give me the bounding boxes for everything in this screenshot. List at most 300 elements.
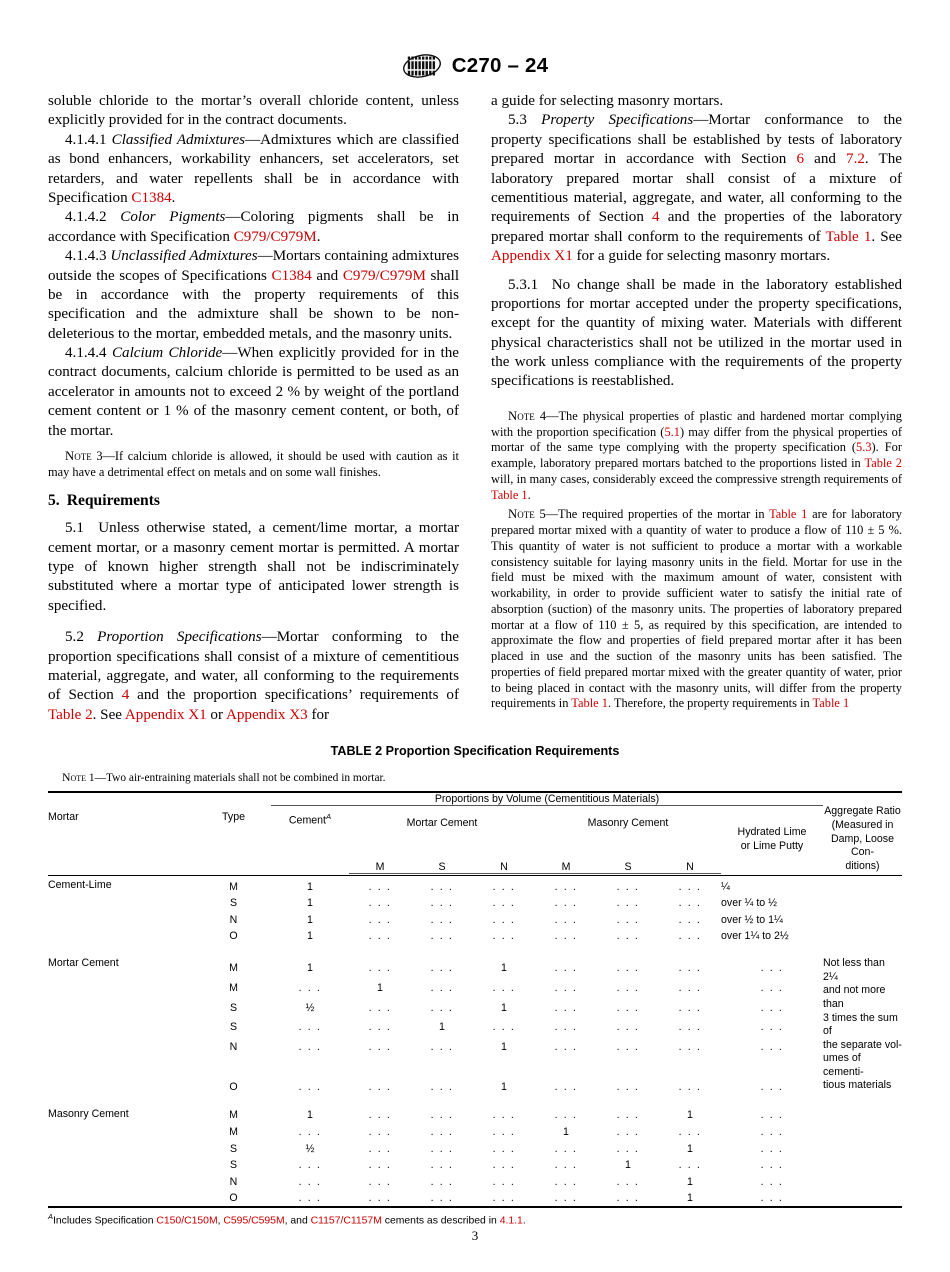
cell-mortar-cement-s: . . . — [430, 1001, 454, 1014]
clause-number: 4.1.4.3 — [65, 248, 107, 265]
link-table-1[interactable]: Table 1 — [825, 228, 872, 245]
cell-masonry-cement-n — [659, 1053, 721, 1073]
cell-mortar-cement-n: . . . — [492, 930, 516, 943]
note-label: Note — [508, 408, 535, 423]
row-type: O — [229, 930, 238, 943]
table-note-1 — [62, 770, 902, 786]
note-5 — [491, 506, 902, 712]
cell-hydrated-lime: over ½ to 1¼ — [721, 913, 783, 926]
link-section-4[interactable]: 4 — [121, 687, 130, 704]
row-type: N — [229, 1175, 238, 1188]
header-aggregate-line1: Aggregate Ratio — [824, 805, 901, 818]
row-type: S — [229, 897, 238, 910]
link-appendix-x1[interactable]: Appendix X1 — [124, 706, 207, 723]
link-table-1[interactable]: Table 1 — [812, 696, 850, 711]
header-hydrated-lime-line1: Hydrated Lime — [737, 826, 807, 839]
table-row — [48, 876, 902, 893]
paragraph-4-1-4-3 — [48, 247, 459, 344]
cell-cement: . . . — [298, 1126, 322, 1139]
link-c150-c150m[interactable]: C150/C150M — [156, 1215, 218, 1227]
footnote-marker-a: A — [326, 811, 332, 821]
cell-masonry-cement-s: . . . — [616, 913, 640, 926]
row-type: O — [229, 1080, 238, 1093]
cell-mortar-cement-m: . . . — [368, 1041, 392, 1054]
cell-cement: ½ — [305, 1142, 315, 1155]
cell-masonry-cement-n: . . . — [678, 1080, 702, 1093]
clause-title: Color Pigments — [120, 209, 226, 226]
header-aggregate-line2: (Measured in — [831, 818, 894, 831]
link-c1384[interactable]: C1384 — [271, 267, 312, 284]
aggregate-note-line: 3 times the sum of — [823, 1011, 898, 1038]
cell-mortar-cement-n: . . . — [492, 981, 516, 994]
row-type: M — [229, 962, 238, 975]
link-c1157-c1157m[interactable]: C1157/C1157M — [310, 1215, 382, 1227]
clause-body: and the proportion specifications’ requirements of — [129, 687, 459, 704]
section-number: 5. — [48, 491, 60, 509]
footnote-text-end: . — [522, 1215, 526, 1227]
row-type: M — [229, 1109, 238, 1122]
clause-body: No change shall be made in the laboratory established proportions for mortar accepted under the property specifications, except for the quantity of mixing water. Materials with different physical characteristics shall not be utilized in the mortar used in the work unless compliance with the requirements of the property specifications is reestablished. — [491, 276, 903, 390]
cell-cement: 1 — [307, 962, 313, 975]
cell-mortar-cement-n: . . . — [492, 1109, 516, 1122]
table-bottom-rule — [48, 1204, 902, 1207]
cell-masonry-cement-s: . . . — [616, 1109, 640, 1122]
cell-hydrated-lime — [721, 1053, 823, 1073]
cell-mortar-cement-n: . . . — [492, 1159, 516, 1172]
cell-hydrated-lime: . . . — [760, 1126, 784, 1139]
link-table-1[interactable]: Table 1 — [491, 487, 528, 502]
row-type: O — [229, 1192, 238, 1205]
section-title: Requirements — [66, 491, 160, 509]
cell-masonry-cement-n: . . . — [678, 897, 702, 910]
cell-mortar-cement-n: . . . — [492, 897, 516, 910]
cell-mortar-cement-m — [349, 1053, 411, 1073]
cell-masonry-cement-m: . . . — [554, 897, 578, 910]
header-hydrated-lime-line2: or Lime Putty — [740, 839, 804, 852]
clause-number: 4.1.4.2 — [65, 209, 107, 226]
link-c595-c595m[interactable]: C595/C595M — [223, 1215, 285, 1227]
table-2-title: TABLE 2 Proportion Specification Requirements — [330, 744, 620, 758]
footnote-text: , — [217, 1215, 224, 1227]
clause-body: —Coloring pigments shall be in accordance with Specification — [48, 209, 459, 245]
paragraph-5-3-1 — [491, 276, 902, 392]
link-c1384[interactable]: C1384 — [131, 189, 172, 206]
cell-hydrated-lime: . . . — [760, 1021, 784, 1034]
cell-hydrated-lime: over ¼ to ½ — [721, 897, 777, 910]
cell-cement: . . . — [298, 1041, 322, 1054]
note-body: ). For example, laboratory prepared mortars batched to the proportions listed in — [491, 440, 902, 471]
paragraph-5-3 — [491, 111, 902, 266]
cell-cement: 1 — [307, 930, 313, 943]
cell-mortar-cement-m: . . . — [368, 1080, 392, 1093]
cell-mortar-cement-n: 1 — [501, 1080, 507, 1093]
link-5-1[interactable]: 5.1 — [664, 424, 680, 439]
cell-mortar-cement-s: . . . — [430, 1192, 454, 1205]
row-type: S — [229, 1021, 238, 1034]
note-body: ) may differ from the physical properties of mortar of the same type complying with the property specification ( — [491, 424, 902, 455]
header-proportions-span: Proportions by Volume (Cementitious Materials) — [271, 792, 823, 806]
table-footnote-a — [48, 1212, 902, 1229]
footnote-marker-a: A — [48, 1212, 53, 1222]
link-section-4[interactable]: 4 — [652, 209, 660, 226]
cell-mortar-cement-n: . . . — [492, 913, 516, 926]
header-hydrated-lime — [721, 805, 823, 874]
cell-cement: 1 — [307, 913, 313, 926]
clause-body: and — [804, 151, 847, 168]
cell-masonry-cement-s: . . . — [616, 897, 640, 910]
cell-mortar-cement-m: . . . — [368, 930, 392, 943]
paragraph-5-2 — [48, 628, 459, 725]
cell-masonry-cement-s: . . . — [616, 1001, 640, 1014]
cell-masonry-cement-m: . . . — [554, 1192, 578, 1205]
row-type: S — [229, 1142, 238, 1155]
row-type: N — [229, 913, 238, 926]
cell-mortar-cement-m: . . . — [368, 1192, 392, 1205]
cell-mortar-cement-s: . . . — [430, 913, 454, 926]
cell-masonry-cement-n: . . . — [678, 880, 702, 893]
header-aggregate-ratio — [823, 805, 902, 874]
cell-mortar-cement-n: . . . — [492, 880, 516, 893]
cell-mortar-cement-m: . . . — [368, 913, 392, 926]
cell-mortar-cement-s: . . . — [430, 1109, 454, 1122]
header-mortar-cement: Mortar Cement — [406, 816, 478, 829]
cell-hydrated-lime: . . . — [760, 1175, 784, 1188]
header-aggregate-line4: ditions) — [845, 860, 880, 873]
cell-masonry-cement-n: . . . — [678, 1021, 702, 1034]
cell-masonry-cement-n: . . . — [678, 981, 702, 994]
clause-title: Calcium Chloride — [111, 345, 223, 362]
cell-masonry-cement-m: . . . — [554, 1001, 578, 1014]
clause-body-end: . — [316, 228, 321, 245]
cell-cement: 1 — [307, 880, 313, 893]
cell-mortar-cement-s: . . . — [430, 897, 454, 910]
cell-mortar-cement-s — [411, 1053, 473, 1073]
cell-masonry-cement-s: . . . — [616, 1021, 640, 1034]
cell-masonry-cement-m: . . . — [554, 1159, 578, 1172]
cell-cement: . . . — [298, 981, 322, 994]
cell-mortar-cement-m: . . . — [368, 897, 392, 910]
cell-masonry-cement-n: 1 — [687, 1142, 693, 1155]
cell-mortar-cement-m: . . . — [368, 1159, 392, 1172]
cell-mortar-cement-s: . . . — [430, 880, 454, 893]
cell-mortar-cement-s: . . . — [430, 1175, 454, 1188]
cell-mortar-cement-s: . . . — [430, 981, 454, 994]
cell-mortar-cement-n: . . . — [492, 1192, 516, 1205]
header-mas-n: N — [659, 840, 721, 874]
aggregate-note-line: tious materials — [823, 1079, 892, 1092]
clause-title: Property Specifications — [541, 112, 694, 129]
right-column — [491, 92, 902, 725]
cell-masonry-cement-s: . . . — [616, 1126, 640, 1139]
cell-mortar-cement-m: . . . — [368, 962, 392, 975]
cell-masonry-cement-n: 1 — [687, 1175, 693, 1188]
link-section-6[interactable]: 6 — [796, 151, 804, 168]
note-3 — [48, 448, 459, 481]
cell-mortar-cement-m: . . . — [368, 880, 392, 893]
cell-masonry-cement-m: . . . — [554, 962, 578, 975]
paragraph-4-1-4-1 — [48, 131, 459, 209]
cell-mortar-cement-s: . . . — [430, 1142, 454, 1155]
clause-number: 4.1.4.4 — [65, 345, 107, 362]
cell-masonry-cement-s — [597, 1053, 659, 1073]
cell-masonry-cement-n: 1 — [687, 1109, 693, 1122]
clause-body: and — [311, 267, 343, 284]
header-mc-s: S — [411, 840, 473, 874]
link-table-2[interactable]: Table 2 — [864, 456, 902, 471]
cell-mortar-cement-n: 1 — [501, 962, 507, 975]
clause-body: —Mortar conformance to the property specifications shall be established by tests of laboratory prepared mortar in accordance with Section — [491, 112, 902, 168]
header-mortar: Mortar — [48, 811, 79, 824]
page-header — [0, 0, 950, 86]
note-number: 3 — [91, 449, 103, 464]
footnote-text: , and — [284, 1215, 311, 1227]
note-label: Note — [62, 771, 87, 784]
cell-cement: 1 — [307, 897, 313, 910]
cell-hydrated-lime: . . . — [760, 1142, 784, 1155]
cell-masonry-cement-m: . . . — [554, 1142, 578, 1155]
row-type — [196, 1053, 271, 1073]
header-mas-s: S — [597, 840, 659, 874]
clause-body: —Admixtures which are classified as bond enhancers, workability enhancers, set accelerators, set retarders, and water repellents shall be in accordance with Specification — [48, 131, 459, 206]
clause-body: . The laboratory prepared mortar shall consist of a mixture of cementitious material, aggregate, and water, all conforming to the requirements of Section — [491, 151, 902, 226]
cell-hydrated-lime: . . . — [760, 1109, 784, 1122]
note-body: . Therefore, the property requirements in — [607, 696, 813, 711]
cell-mortar-cement-m: 1 — [377, 981, 383, 994]
row-type: S — [229, 1159, 238, 1172]
cell-hydrated-lime: ¼ — [721, 880, 730, 893]
cell-masonry-cement-n: . . . — [678, 930, 702, 943]
cell-masonry-cement-m: . . . — [554, 880, 578, 893]
clause-body: —Mortar conforming to the proportion specifications shall consist of a mixture of cementitious material, aggregate, and water, all conforming to the requirements of Section — [48, 629, 459, 704]
note-label: Note — [508, 507, 535, 522]
cell-mortar-cement-s: . . . — [430, 962, 454, 975]
page-number: 3 — [471, 1228, 479, 1243]
cell-masonry-cement-n: . . . — [678, 1126, 702, 1139]
table-header-row-span — [48, 792, 902, 806]
clause-number: 5.3 — [508, 112, 527, 129]
left-column — [48, 92, 459, 725]
link-c979-c979m[interactable]: C979/C979M — [233, 228, 317, 245]
note-label: Note — [65, 449, 92, 464]
link-table-2[interactable]: Table 2 — [48, 706, 93, 723]
clause-title: Unclassified Admixtures — [110, 248, 258, 265]
clause-body-end: . — [171, 189, 176, 206]
cell-hydrated-lime: over 1¼ to 2½ — [721, 930, 789, 943]
clause-body: . See — [92, 706, 125, 723]
cell-mortar-cement-s: . . . — [430, 930, 454, 943]
cell-masonry-cement-n: . . . — [678, 913, 702, 926]
cell-hydrated-lime: . . . — [760, 1192, 784, 1205]
cell-cement: . . . — [298, 1175, 322, 1188]
cell-mortar-cement-m: . . . — [368, 1109, 392, 1122]
cell-masonry-cement-s: . . . — [616, 1142, 640, 1155]
cell-mortar-cement-n: . . . — [492, 1142, 516, 1155]
clause-body-end: for a guide for selecting masonry mortars. — [572, 248, 831, 265]
header-mc-n: N — [473, 840, 535, 874]
document-designation: C270 – 24 — [451, 54, 549, 77]
cell-mortar-cement-m: . . . — [368, 1142, 392, 1155]
clause-body-end: shall be in accordance with the property requirements of this specification and the admixture shall be shown to be non-deleterious to the mortar, embedded metals, and the masonry units. — [48, 267, 460, 342]
header-cement-label: Cement — [288, 814, 326, 827]
cell-masonry-cement-m: . . . — [554, 930, 578, 943]
cell-masonry-cement-m: . . . — [554, 1041, 578, 1054]
cell-cement: . . . — [298, 1192, 322, 1205]
row-type: M — [229, 880, 238, 893]
clause-number: 5.1 — [65, 520, 84, 537]
cell-masonry-cement-m: 1 — [563, 1126, 569, 1139]
table-row — [48, 954, 902, 974]
astm-logo-icon — [402, 51, 442, 81]
clause-body: —Mortars containing admixtures outside the scopes of Specifications — [48, 248, 459, 284]
cell-masonry-cement-m: . . . — [554, 1175, 578, 1188]
cell-mortar-cement-n: . . . — [492, 1175, 516, 1188]
row-type: M — [229, 1126, 238, 1139]
cell-masonry-cement-n: . . . — [678, 1001, 702, 1014]
note-4 — [491, 408, 902, 504]
paragraph-4-1-4-4 — [48, 344, 459, 441]
link-7-2[interactable]: 7.2 — [846, 151, 865, 168]
cell-aggregate-ratio — [823, 876, 902, 942]
paragraph-continued: a guide for selecting masonry mortars. — [491, 93, 724, 109]
cell-masonry-cement-s: . . . — [616, 930, 640, 943]
cell-masonry-cement-n: 1 — [687, 1192, 693, 1205]
cell-hydrated-lime: . . . — [760, 1159, 784, 1172]
cell-masonry-cement-n: . . . — [678, 1041, 702, 1054]
cell-masonry-cement-s: . . . — [616, 1192, 640, 1205]
header-type: Type — [222, 811, 245, 824]
cell-cement: . . . — [298, 1159, 322, 1172]
cell-masonry-cement-m — [535, 1053, 597, 1073]
aggregate-note-line: Not less than 2¼ — [823, 957, 885, 983]
cell-cement: . . . — [298, 1021, 322, 1034]
note-body: —The required properties of the mortar in — [545, 507, 770, 522]
link-appendix-x3[interactable]: Appendix X3 — [225, 706, 308, 723]
cell-cement: . . . — [298, 1080, 322, 1093]
footnote-text: cements as described in — [381, 1215, 500, 1227]
link-table-1[interactable]: Table 1 — [769, 507, 808, 522]
aggregate-note-line: the separate vol- — [823, 1038, 902, 1051]
cell-mortar-cement-s: . . . — [430, 1126, 454, 1139]
cell-masonry-cement-m: . . . — [554, 1021, 578, 1034]
cell-masonry-cement-s: 1 — [625, 1159, 631, 1172]
cell-masonry-cement-n: . . . — [678, 1159, 702, 1172]
note-body: —If calcium chloride is allowed, it should be used with caution as it may have a detrimental effect on metals and on some wall finishes. — [48, 449, 459, 479]
cell-mortar-cement-m: . . . — [368, 1126, 392, 1139]
cell-mortar-cement-m: . . . — [368, 1021, 392, 1034]
clause-number: 4.1.4.1 — [65, 131, 107, 148]
header-cement — [271, 805, 349, 874]
cell-cement — [271, 1053, 349, 1073]
link-5-3[interactable]: 5.3 — [856, 440, 872, 455]
cell-masonry-cement-m: . . . — [554, 981, 578, 994]
link-c979-c979m[interactable]: C979/C979M — [342, 267, 426, 284]
clause-body: or — [206, 706, 226, 723]
note-number: 4 — [534, 408, 547, 423]
clause-body: —When explicitly provided for in the contract documents, calcium chloride is permitted to be used as an accelerator in amounts not to exceed 2 % by weight of the portland cement content or 1 % of the masonry cement content, or both, of the mortar. — [48, 345, 460, 439]
table-2 — [48, 791, 902, 1209]
clause-body: . See — [871, 228, 903, 245]
cell-mortar-cement-n: 1 — [501, 1001, 507, 1014]
cell-mortar-cement-n: . . . — [492, 1021, 516, 1034]
paragraph-continued: soluble chloride to the mortar’s overall chloride content, unless explicitly provided for in the contract documents. — [48, 93, 459, 129]
cell-mortar-cement-n: 1 — [501, 1041, 507, 1054]
table-group-spacer — [48, 942, 902, 954]
header-mc-m: M — [349, 840, 411, 874]
row-group-label: Cement-Lime — [48, 879, 112, 892]
row-type: S — [229, 1001, 238, 1014]
cell-hydrated-lime: . . . — [760, 981, 784, 994]
row-group-label: Masonry Cement — [48, 1107, 129, 1120]
cell-hydrated-lime: . . . — [760, 1080, 784, 1093]
clause-title: Proportion Specifications — [97, 629, 262, 646]
cell-hydrated-lime: . . . — [760, 1041, 784, 1054]
cell-masonry-cement-s: . . . — [616, 981, 640, 994]
cell-masonry-cement-s: . . . — [616, 880, 640, 893]
cell-masonry-cement-m: . . . — [554, 1080, 578, 1093]
cell-mortar-cement-n: . . . — [492, 1126, 516, 1139]
cell-masonry-cement-s: . . . — [616, 1175, 640, 1188]
aggregate-note-line: umes of cementi- — [823, 1052, 864, 1078]
table-row — [48, 1105, 902, 1122]
cell-hydrated-lime: . . . — [760, 962, 784, 975]
cell-masonry-cement-n: . . . — [678, 962, 702, 975]
cell-cement: ½ — [305, 1001, 315, 1014]
aggregate-note-line: and not more than — [823, 984, 886, 1010]
link-4-1-1[interactable]: 4.1.1 — [499, 1215, 523, 1227]
cell-masonry-cement-s: . . . — [616, 1080, 640, 1093]
clause-body: Unless otherwise stated, a cement/lime mortar, a mortar cement mortar, or a masonry cement mortar is permitted. A mortar type of known higher strength shall not be indiscriminately substituted where a mortar type of anticipated lower strength is specified. — [48, 520, 460, 614]
table-body — [48, 876, 902, 1204]
table-2-container — [48, 744, 902, 1229]
cell-mortar-cement-s: . . . — [430, 1159, 454, 1172]
cell-mortar-cement-s: . . . — [430, 1041, 454, 1054]
row-type: N — [229, 1041, 238, 1054]
note-body: will, in many cases, considerably exceed the compressive strength requirements of — [491, 471, 902, 486]
cell-masonry-cement-s: . . . — [616, 962, 640, 975]
section-heading-5 — [48, 492, 459, 511]
cell-mortar-cement-n — [473, 1053, 535, 1073]
note-body: —Two air-entraining materials shall not be combined in mortar. — [94, 772, 386, 784]
cell-masonry-cement-m: . . . — [554, 913, 578, 926]
header-masonry-cement: Masonry Cement — [587, 816, 669, 829]
table-group-spacer — [48, 1093, 902, 1105]
header-mas-m: M — [535, 840, 597, 874]
cell-hydrated-lime: . . . — [760, 1001, 784, 1014]
cell-mortar-cement-s: . . . — [430, 1080, 454, 1093]
cell-cement: 1 — [307, 1109, 313, 1122]
note-number: 5 — [534, 507, 546, 522]
body-columns — [48, 92, 902, 725]
link-table-1[interactable]: Table 1 — [571, 696, 608, 711]
row-group-label: Mortar Cement — [48, 957, 119, 970]
note-body-end: . — [527, 487, 531, 502]
clause-number: 5.2 — [65, 629, 84, 646]
note-body: —The physical properties of plastic and hardened mortar complying with the proportion specification ( — [491, 408, 902, 439]
cell-aggregate-ratio — [823, 954, 902, 1092]
clause-title: Classified Admixtures — [111, 131, 246, 148]
note-body: are for laboratory prepared mortar mixed with a quantity of water to produce a flow of 110 ± 5 %. This quantity of water is not sufficient to produce a mortar with a workable consistency suitable for laying masonry units in the field. Mortar for use in the field must be mixed with the maximum amount of water, consistent with workability, in order to provide sufficient water to satisfy the initial rate of absorption (suction) of the masonry units. The properties of laboratory prepared mortar at a flow of 110 ± 5, as required by this specification, are intended to approximate the flow and properties of field prepared mortar after it has been placed in use and the suction of the masonry units has been satisfied. The properties of field prepared mortar mixed with the greater quantity of water, prior to being placed in contact with the masonry units, will differ from the property requirements in — [491, 507, 902, 711]
clause-number: 5.3.1 — [508, 276, 539, 293]
row-type: M — [229, 981, 238, 994]
header-aggregate-line3: Damp, Loose Con- — [830, 832, 894, 859]
paragraph-4-1-4-2 — [48, 208, 459, 247]
cell-mortar-cement-m: . . . — [368, 1001, 392, 1014]
cell-mortar-cement-m: . . . — [368, 1175, 392, 1188]
link-appendix-x1[interactable]: Appendix X1 — [491, 248, 573, 265]
cell-masonry-cement-s: . . . — [616, 1041, 640, 1054]
paragraph-5-1 — [48, 519, 459, 616]
footnote-text: Includes Specification — [52, 1215, 157, 1227]
